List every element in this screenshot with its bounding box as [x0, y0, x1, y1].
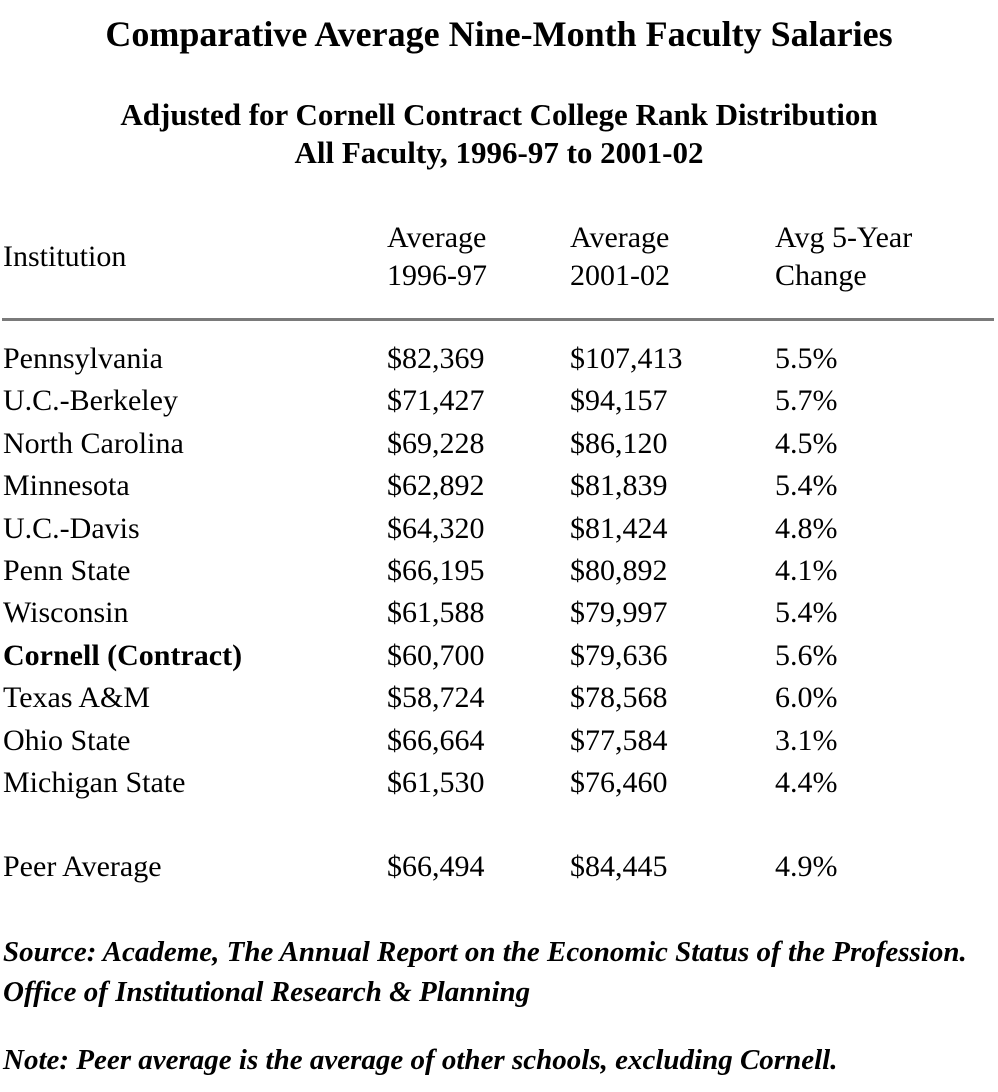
table-row [0, 592, 998, 634]
header-average-1996-line1: Average [387, 221, 487, 254]
row-institution: Cornell (Contract) [3, 638, 243, 672]
row-change: 4.5% [775, 426, 838, 460]
row-change: 4.4% [775, 765, 838, 799]
table-row [0, 762, 998, 804]
row-average-1996: $64,320 [387, 511, 485, 545]
row-institution: Michigan State [3, 765, 186, 799]
row-average-1996: $82,369 [387, 342, 485, 375]
row-institution: U.C.-Berkeley [3, 384, 178, 418]
row-average-1996: $66,664 [387, 723, 485, 757]
table-row [0, 720, 998, 762]
row-change: 3.1% [775, 723, 838, 757]
row-average-1996: $58,724 [387, 681, 485, 715]
row-average-1996: $61,530 [387, 765, 485, 799]
row-average-1996: $66,195 [387, 553, 485, 587]
row-change: 5.4% [775, 469, 838, 503]
row-change: 5.5% [775, 342, 838, 375]
row-institution: Wisconsin [3, 596, 129, 630]
source-note: Source: Academe, The Annual Report on the Economic Status of the Profession. Office of Institutional Research & Planning [3, 936, 967, 1008]
row-average-2001: $79,636 [570, 638, 668, 672]
header-change-line1: Avg 5-Year [775, 221, 913, 254]
row-institution: U.C.-Davis [3, 511, 140, 545]
peer-average-1996: $66,494 [387, 850, 485, 883]
row-average-2001: $79,997 [570, 596, 668, 630]
peer-change: 4.9% [775, 850, 838, 883]
row-average-2001: $81,424 [570, 511, 668, 545]
row-change: 5.7% [775, 384, 838, 418]
row-change: 6.0% [775, 681, 838, 715]
peer-average-row [0, 846, 998, 888]
report-subtitle [0, 96, 998, 172]
table-row [0, 465, 998, 507]
row-average-2001: $81,839 [570, 469, 668, 503]
header-institution [3, 238, 126, 276]
row-institution: Ohio State [3, 723, 131, 757]
peer-note: Note: Peer average is the average of other schools, excluding Cornell. [3, 1044, 838, 1076]
header-change-line2: Change [775, 259, 867, 292]
table-body [0, 338, 998, 804]
table-row [0, 677, 998, 719]
row-average-1996: $71,427 [387, 384, 485, 418]
table-row [0, 550, 998, 592]
header-average-1996 [387, 219, 487, 295]
header-average-2001 [570, 219, 670, 295]
report-title: Comparative Average Nine-Month Faculty Salaries [105, 14, 893, 54]
header-average-2001-line1: Average [570, 221, 670, 254]
row-average-2001: $78,568 [570, 681, 668, 715]
table-row [0, 508, 998, 550]
row-average-1996: $62,892 [387, 469, 485, 503]
table-row [0, 635, 998, 677]
row-institution: Pennsylvania [3, 342, 163, 375]
row-average-2001: $107,413 [570, 342, 683, 375]
header-average-1996-line2: 1996-97 [387, 259, 487, 292]
row-average-2001: $94,157 [570, 384, 668, 418]
header-average-2001-line2: 2001-02 [570, 259, 670, 292]
row-change: 5.6% [775, 638, 838, 672]
row-change: 5.4% [775, 596, 838, 630]
table-row [0, 423, 998, 465]
row-average-1996: $60,700 [387, 638, 485, 672]
header-divider [2, 318, 994, 321]
row-institution: North Carolina [3, 426, 184, 460]
row-institution: Minnesota [3, 469, 130, 503]
row-change: 4.1% [775, 553, 838, 587]
row-average-2001: $80,892 [570, 553, 668, 587]
peer-institution: Peer Average [3, 850, 162, 883]
table-row [0, 338, 998, 380]
row-institution: Texas A&M [3, 681, 151, 715]
table-row [0, 380, 998, 422]
row-institution: Penn State [3, 553, 131, 587]
row-average-1996: $61,588 [387, 596, 485, 630]
row-average-2001: $76,460 [570, 765, 668, 799]
row-average-2001: $77,584 [570, 723, 668, 757]
peer-average-2001: $84,445 [570, 850, 668, 883]
row-average-1996: $69,228 [387, 426, 485, 460]
row-average-2001: $86,120 [570, 426, 668, 460]
subtitle-line-2: All Faculty, 1996-97 to 2001-02 [294, 135, 704, 170]
row-change: 4.8% [775, 511, 838, 545]
header-five-year-change [775, 219, 912, 295]
header-institution-label: Institution [3, 240, 127, 273]
subtitle-line-1: Adjusted for Cornell Contract College Rank Distribution [120, 97, 878, 132]
